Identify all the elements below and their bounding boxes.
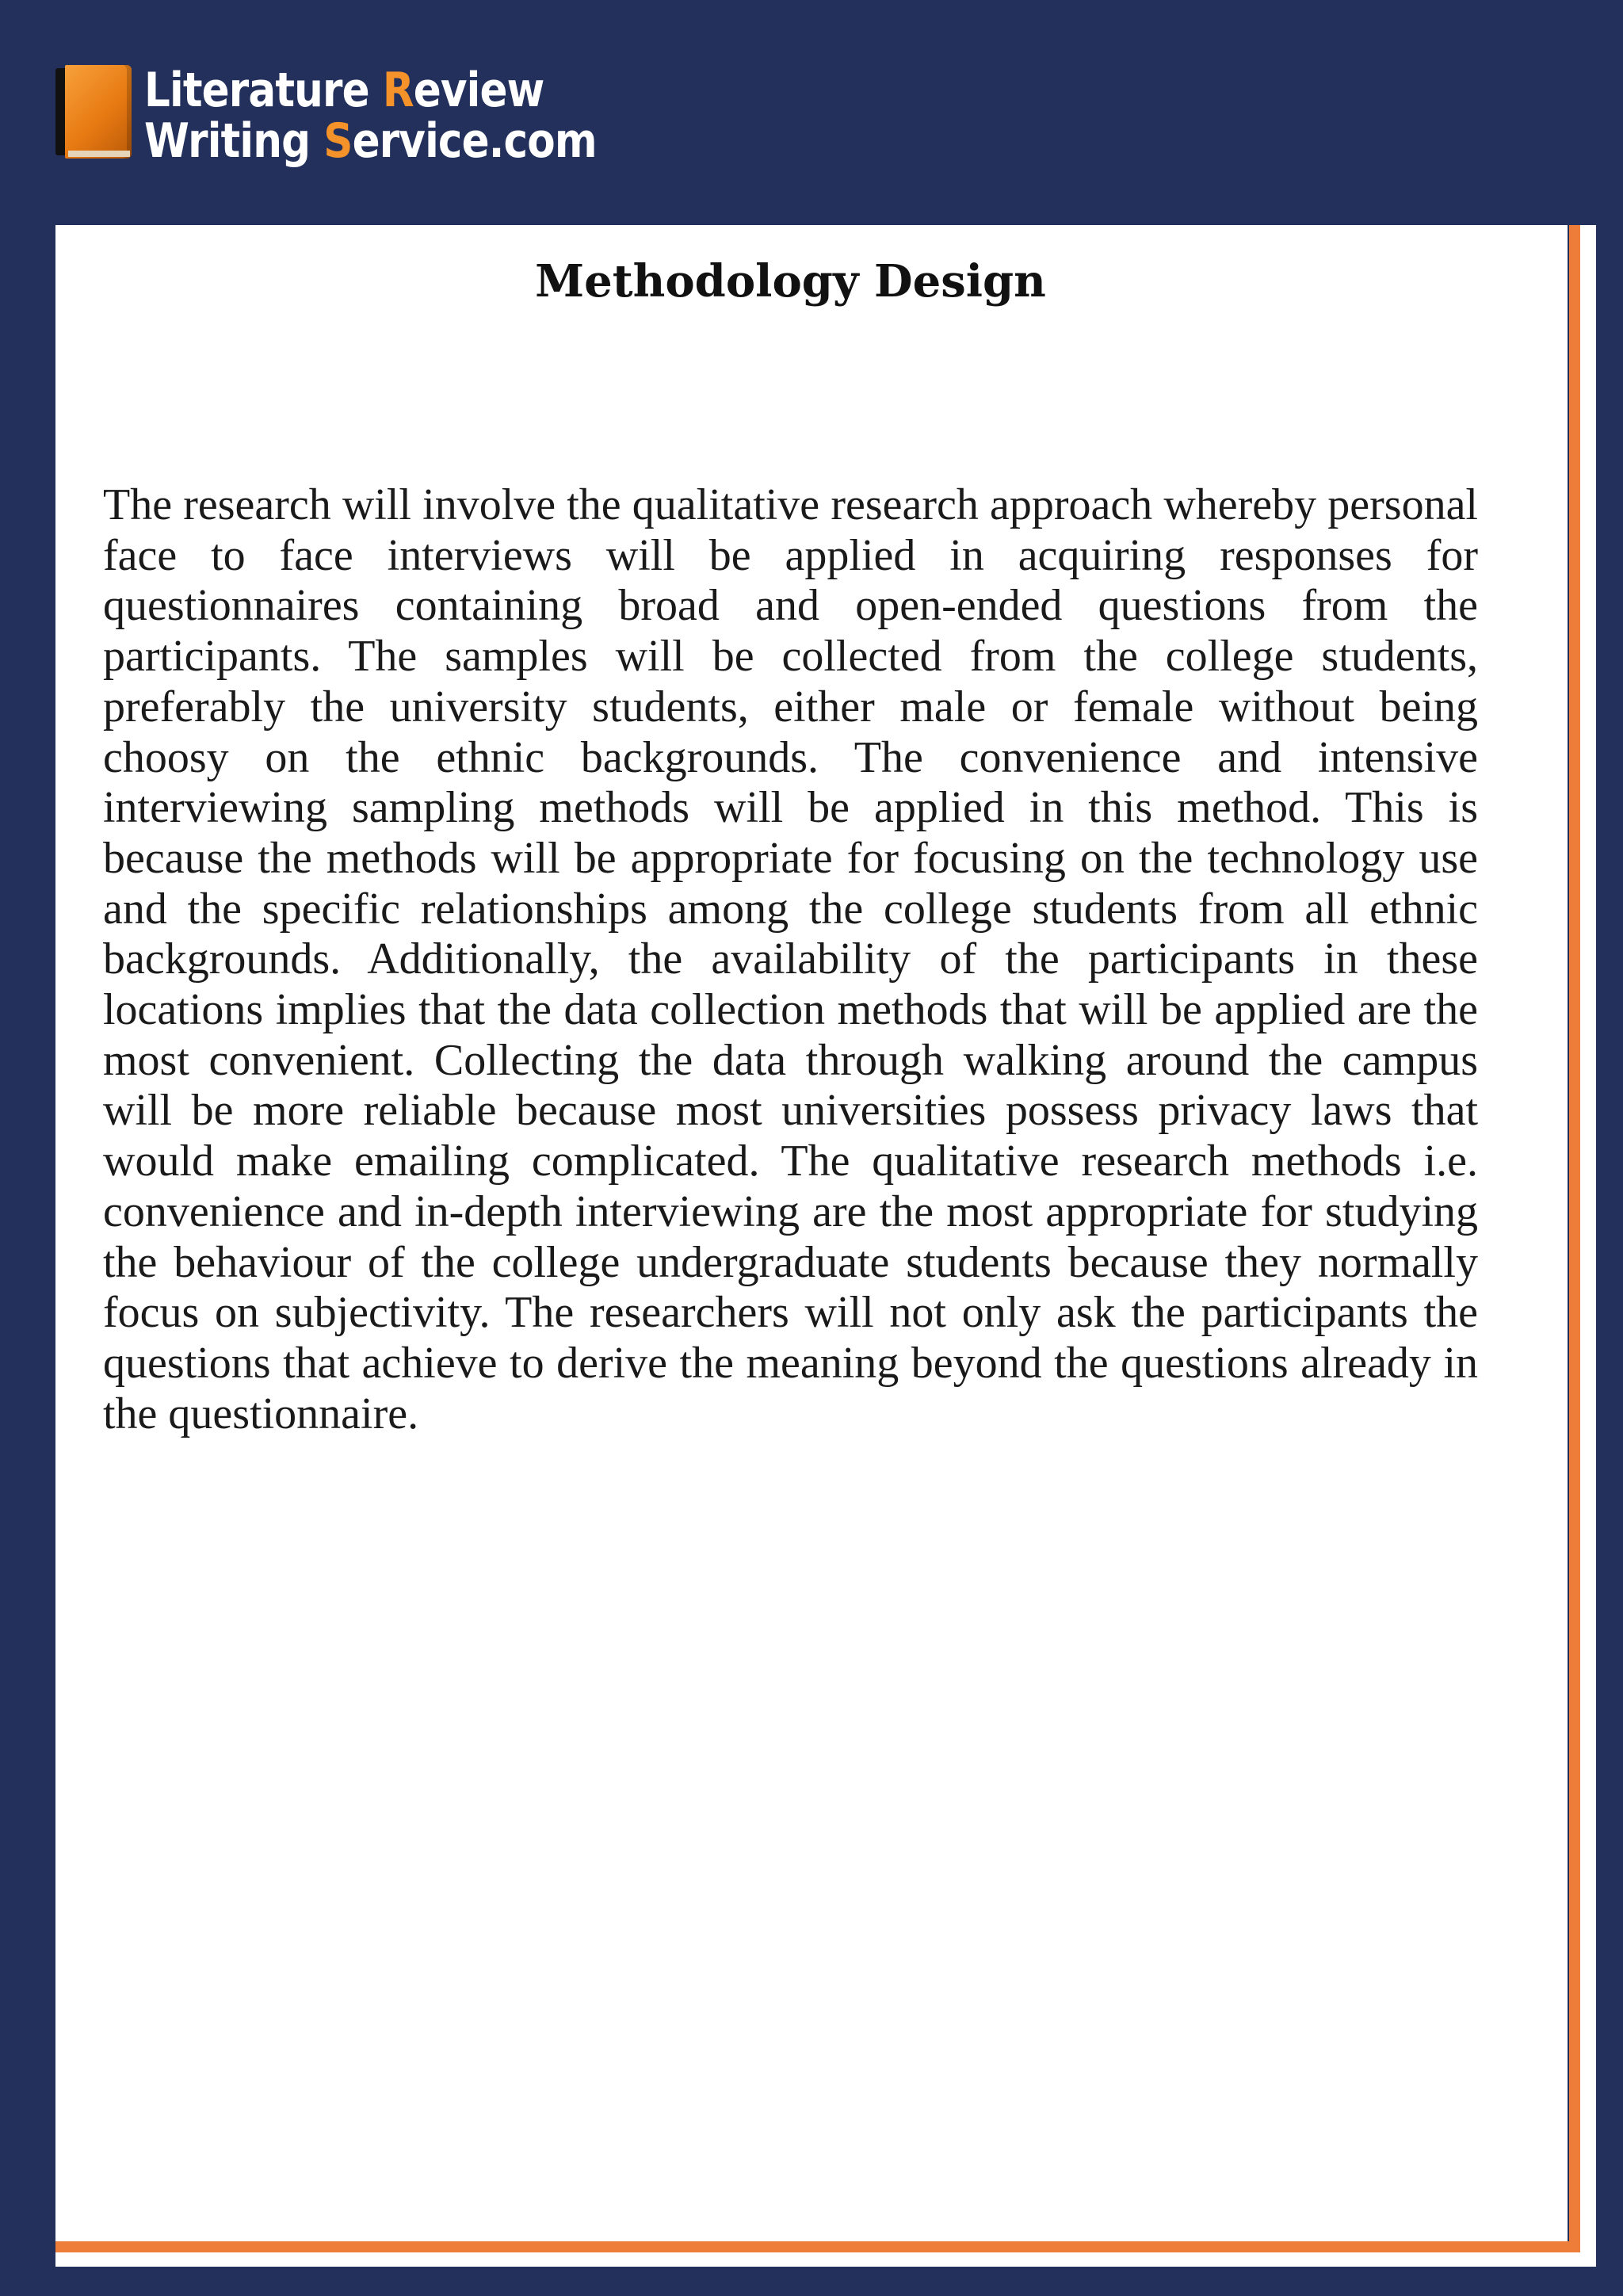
white-border-right [1580, 225, 1596, 2266]
body-paragraph: The research will involve the qualitative research approach whereby personal face to face interviews will be applied in acquiring responses for questionnaires containing broad and open-ended questions from the participants. The samples will be collected from the college students, preferably the university students, either male or female without being choosy on the ethnic backgrounds. The convenience and intensive interviewing sampling methods will be applied in this method. This is because the methods will be appropriate for focusing on the technology use and the specific relationships among the college students from all ethnic backgrounds. Additionally, the availability of the participants in these locations implies that the data collection methods that will be applied are the most convenient. Collecting the data through walking around the campus will be more reliable because most universities possess privacy laws that would make emailing complicated. The qualitative research methods i.e. convenience and in-depth interviewing are the most appropriate for studying the behaviour of the college undergraduate students because they normally focus on subjectivity. The researchers will not only ask the participants the questions that achieve to derive the meaning beyond the questions already in the questionnaire. [103, 480, 1478, 1438]
logo-text [144, 63, 597, 169]
site-logo[interactable] [55, 63, 670, 169]
orange-accent-border-right [1569, 225, 1580, 2252]
white-border-bottom [55, 2252, 1596, 2267]
document-title: Methodology Design [535, 255, 1046, 308]
logo-line-2: Writing Service.com [144, 113, 597, 169]
orange-accent-border-bottom [55, 2241, 1580, 2252]
book-icon [55, 65, 133, 159]
logo-line-1: Literature Review [144, 63, 544, 118]
